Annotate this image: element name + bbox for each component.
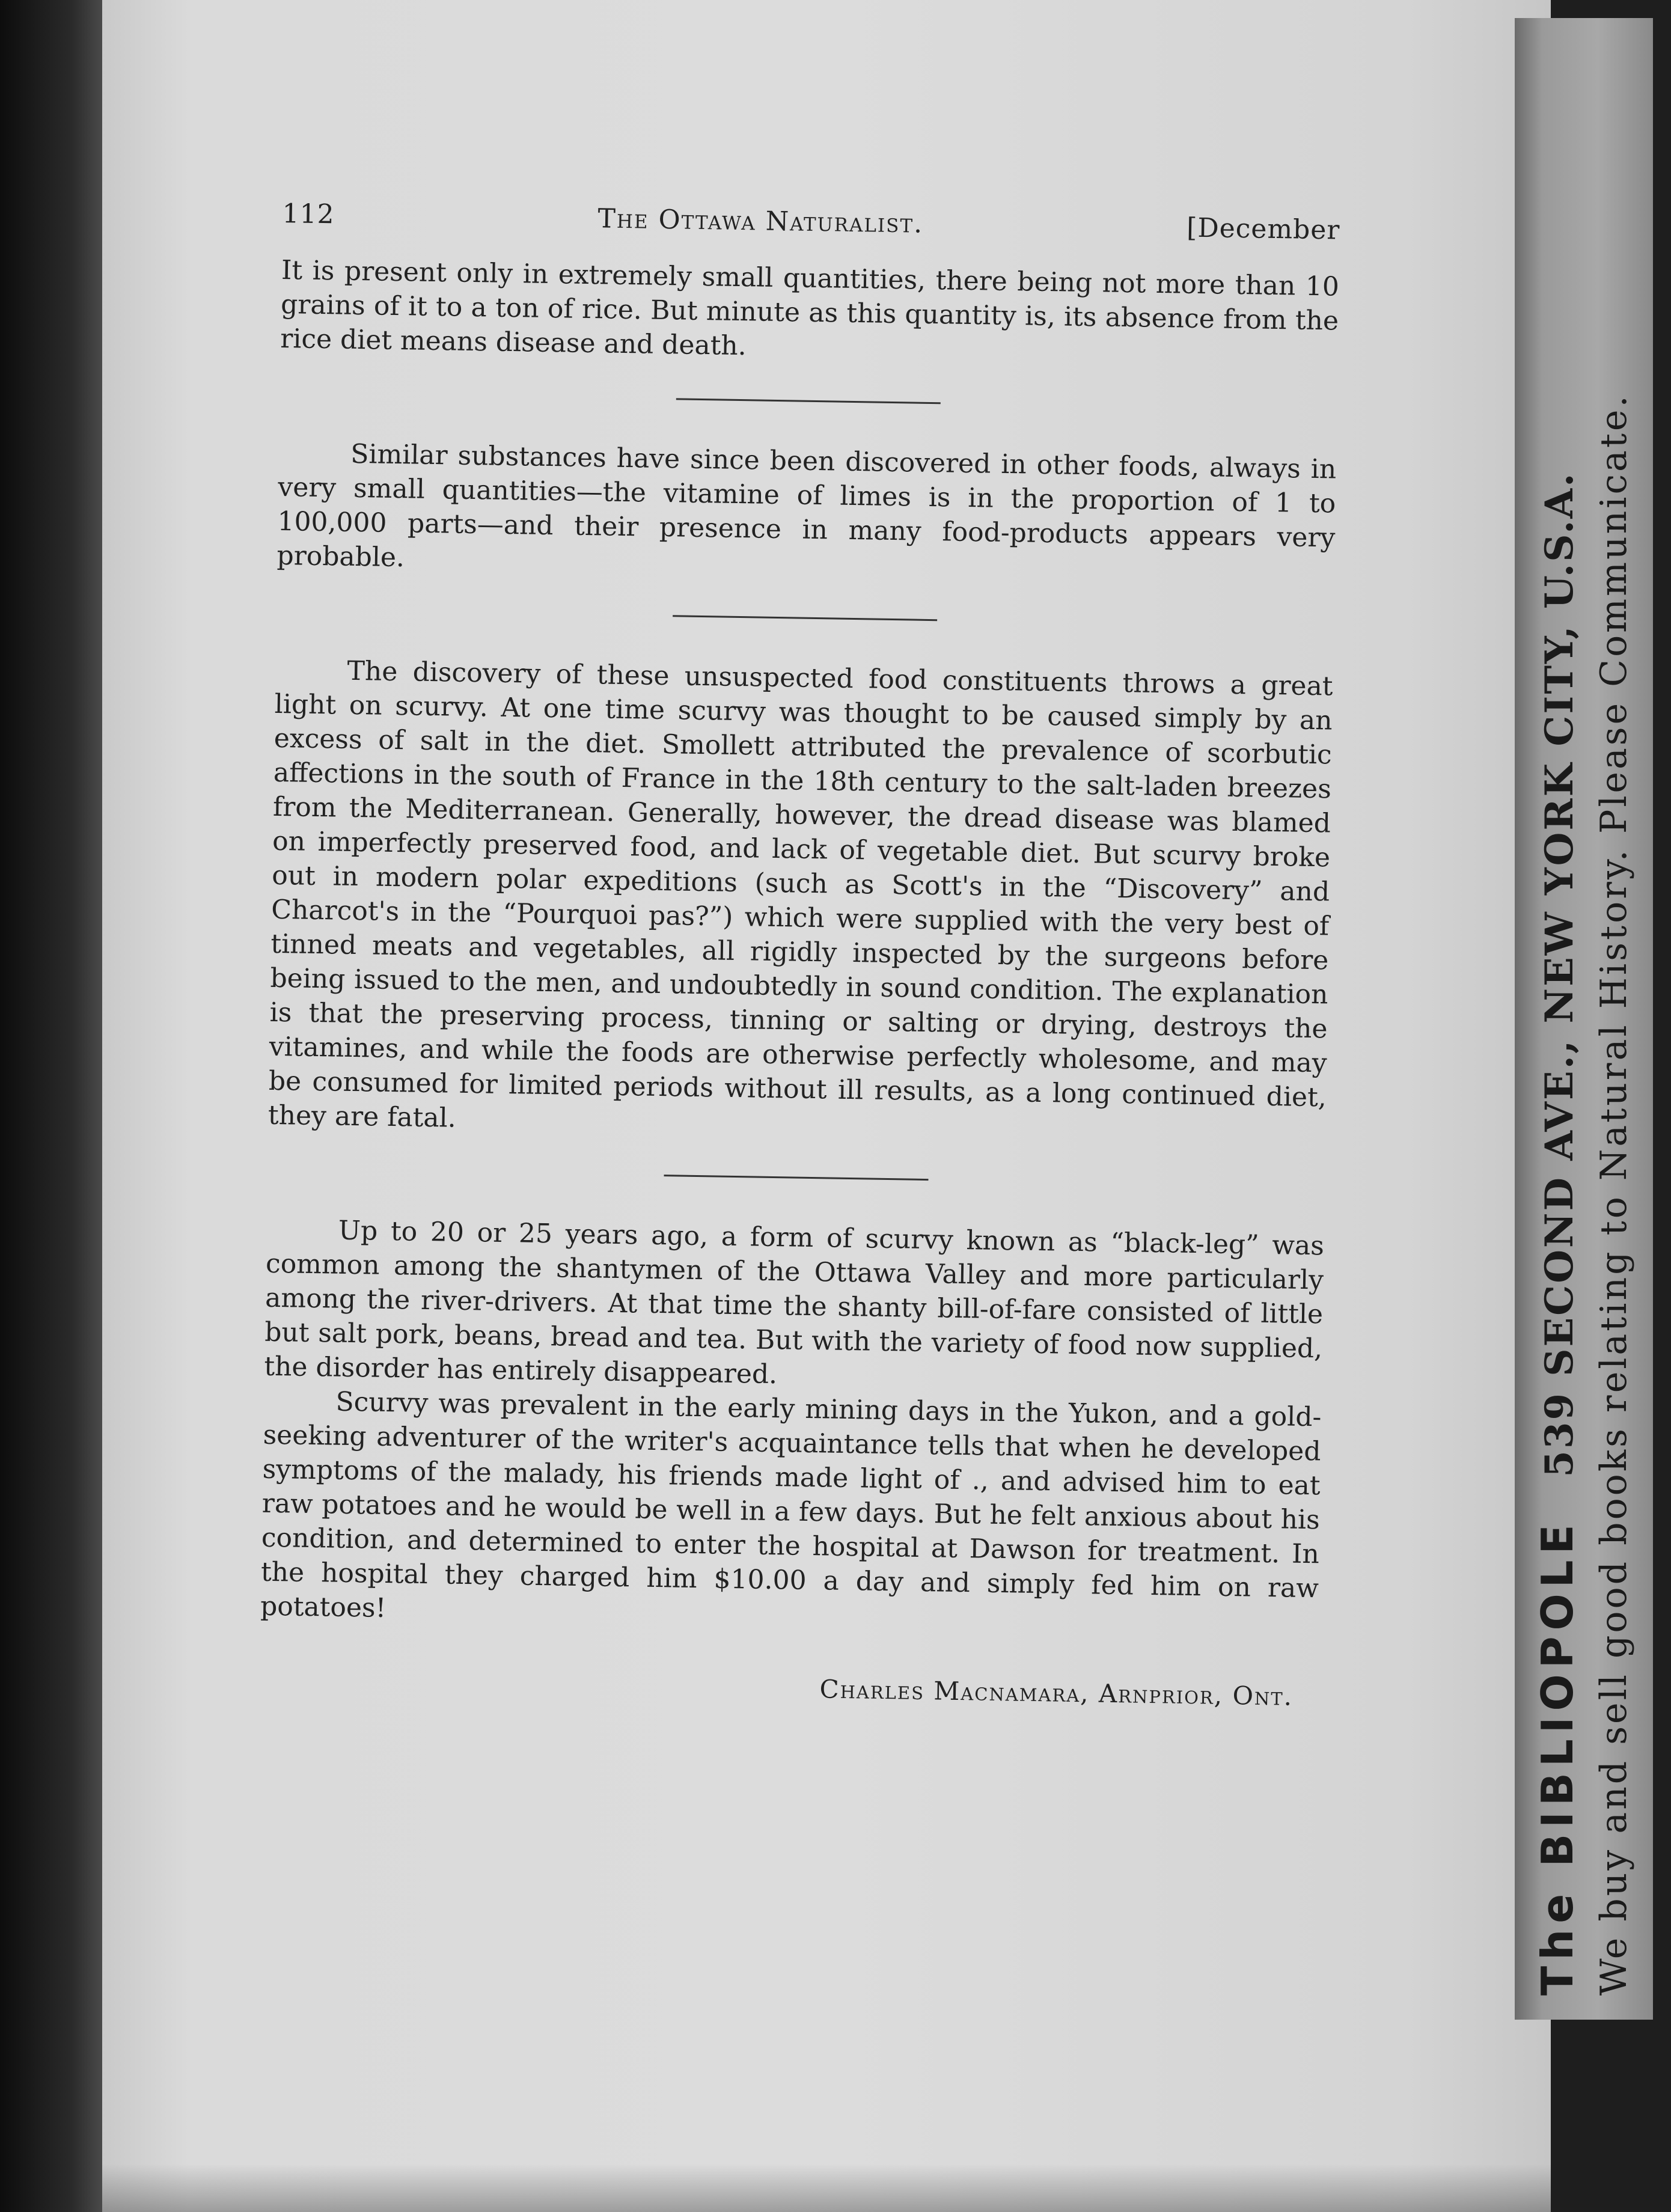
journal-title: The Ottawa Naturalist. <box>597 203 924 239</box>
advertisement-tagline: We buy and sell good books relating to Natural History. Please Communicate. <box>1593 393 1635 1996</box>
issue-month: [December <box>1186 212 1340 246</box>
section-divider <box>676 398 941 404</box>
bookseller-advertisement <box>1515 18 1653 2020</box>
page-shadow <box>102 2164 1551 2212</box>
section-divider <box>673 615 937 621</box>
shop-address: 539 SECOND AVE., NEW YORK CITY, U.S.A. <box>1537 471 1582 1477</box>
page-text <box>259 198 1340 1711</box>
paragraph-scurvy-discovery: The discovery of these unsuspected food constituents throws a great light on scurvy. At one time scurvy was thought to be caused simply by an excess of salt in the diet. Smollett attributed the prevalence of scorbutic affections in the south of France in the 18th century to the salt-laden breezes from the Mediterranean. Generally, however, the dread disease was blamed on imperfectly preserved food, and lack of vegetable diet. But scurvy broke out in modern polar expeditions (such as Scott's in the “Discovery” and Charcot's in the “Pourquoi pas?”) which were supplied with the very best of tinned meats and vegetables, all rigidly inspected by the surgeons before being issued to the men, and undoubtedly in sound condition. The explanation is that the preserving process, tinning or salting or drying, destroys the vitamines, and while the foods are otherwise perfectly wholesome, and may be consumed for limited periods without ill results, as a long continued diet, they are fatal. <box>267 655 1333 1134</box>
paragraph-black-leg: Up to 20 or 25 years ago, a form of scurvy known as “black-leg” was common among the shantymen of the Ottawa Valley and more particularly among the river-drivers. At that time the shanty bill-of-fare consisted of little but salt pork, beans, bread and tea. But with the variety of food now supplied, the disorder has entirely disappeared. <box>264 1215 1325 1390</box>
advertisement-text <box>1515 18 1653 2020</box>
paragraph-vitamine-rice: It is present only in extremely small quantities, there being not more than 10 grains of it to a ton of rice. But minute as this quantity is, its absence from the rice diet means disease and death. <box>280 254 1340 362</box>
page-number: 112 <box>282 198 335 230</box>
paragraph-similar-substances: Similar substances have since been discovered in other foods, always in very small quantities—the vitamine of limes is in the proportion of 1 to 100,000 parts—and their presence in many food-products appears very probable. <box>276 438 1337 573</box>
paragraph-yukon: Scurvy was prevalent in the early mining days in the Yukon, and a gold-seeking adventurer of the writer's acquaintance tells that when he developed symptoms of the malady, his friends made light of ., and advised him to eat raw potatoes and he would be well in a few days. But he felt anxious about his condition, and determined to enter the hospital at Dawson for treatment. In the hospital they charged him $10.00 a day and simply fed him on raw potatoes! <box>260 1386 1322 1624</box>
author-signature: Charles Macnamara, Arnprior, Ont. <box>819 1674 1294 1711</box>
advertisement-heading <box>1529 18 1589 1996</box>
scan-edge <box>0 0 102 2212</box>
section-divider <box>664 1175 929 1181</box>
shop-name: The BIBLIOPOLE <box>1532 1518 1583 1996</box>
